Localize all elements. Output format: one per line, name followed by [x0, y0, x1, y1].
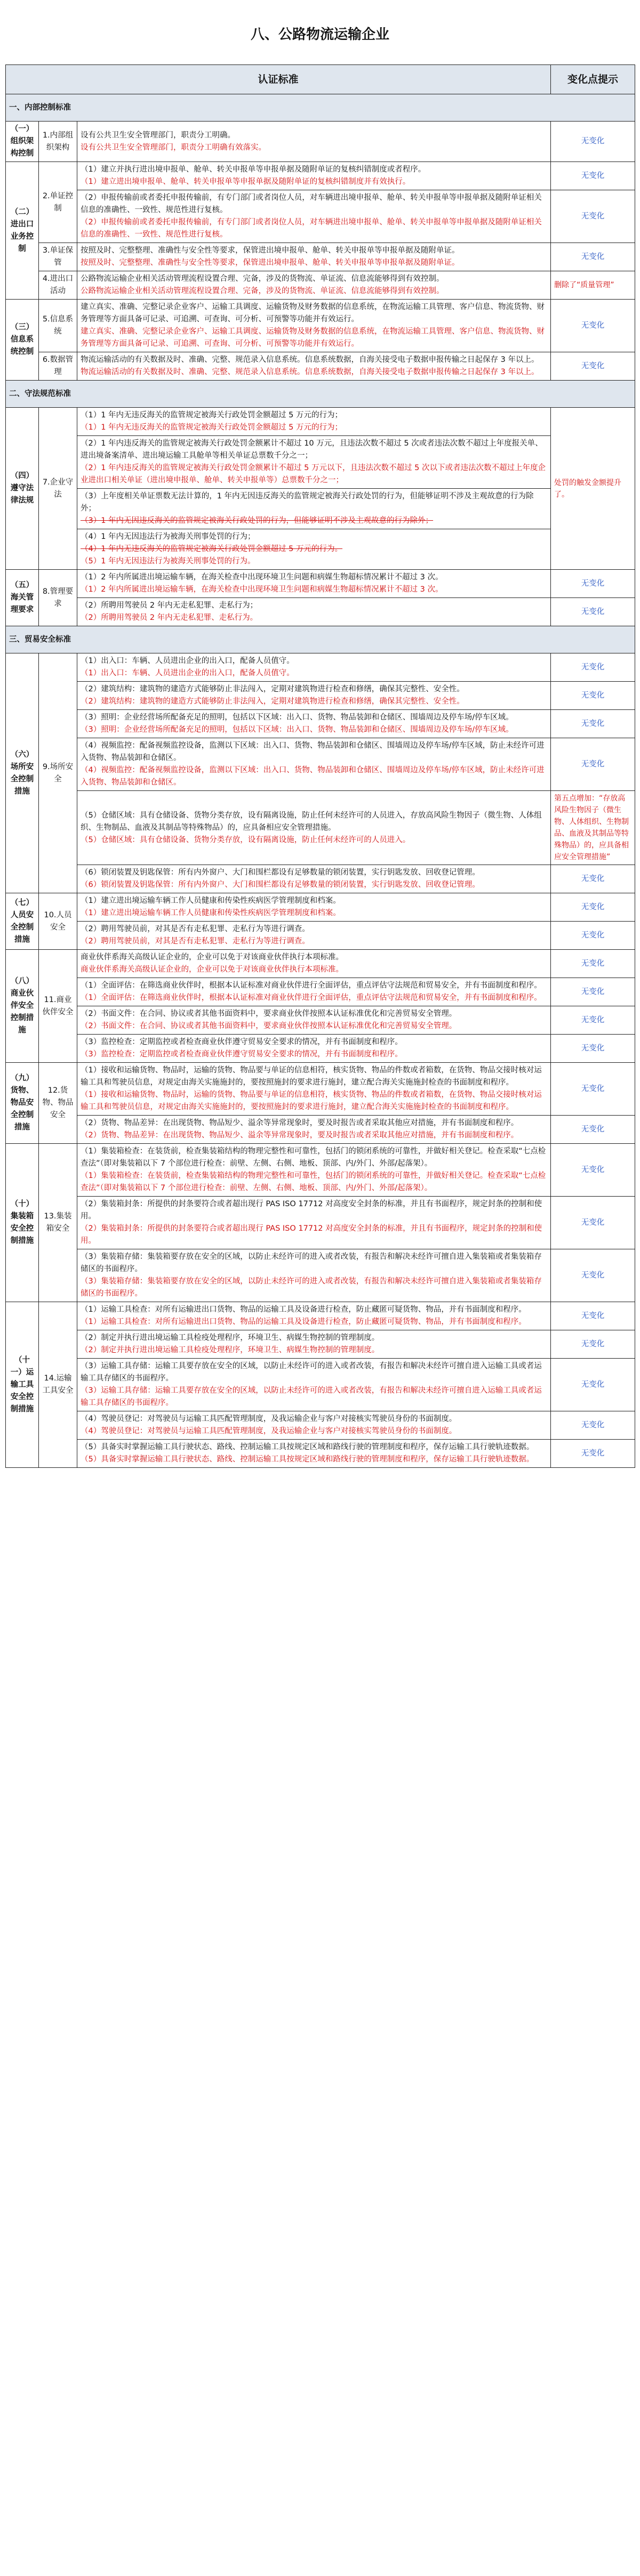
change-note: 无变化: [551, 122, 635, 162]
original-text: （1）集装箱检查：在装货前，检查集装箱结构的物理完整性和可靠性，包括门的锁闭系统的可靠性，并做好相关登记。检查采取“七点检查法”（即对集装箱以下 7 个部位进行检查：前壁、左侧、右侧、地板、顶部、内/外门、外部/起落架）。: [81, 1147, 546, 1168]
original-text: 建立真实、准确、完整记录企业客户、运输工具调度、运输货物及财务数据的信息系统，在物流运输工具管理、客户信息、物流货物、财务管理等方面具备可记录、可追溯、可查询、可分析、可预警等功能并有效运行。: [81, 303, 545, 324]
standard-cell: [77, 978, 551, 1006]
original-text: （5）具备实时掌握运输工具行驶状态、路线、控制运输工具按规定区域和路线行驶的管理制度和程序，保存运输工具行驶轨迹数据。: [81, 1443, 534, 1451]
change-note: 无变化: [551, 1197, 635, 1249]
change-note: 无变化: [551, 1006, 635, 1035]
standard-cell: [77, 271, 551, 300]
change-note: 无变化: [551, 738, 635, 791]
category-cell: （八）商业伙伴安全控制措施: [6, 950, 39, 1063]
table-row: [6, 1144, 635, 1197]
table-row: [6, 1359, 635, 1411]
revised-text: （1）建立进出境运输车辆工作人员健康和传染性疾病医学管理制度和档案。: [81, 909, 341, 917]
table-row: [6, 162, 635, 190]
change-note: 无变化: [551, 162, 635, 190]
original-text: （3）运输工具存储：运输工具要存放在安全的区域，以防止未经许可的进入或者改装，有报告和解决未经许可擅自进入运输工具或者运输工具存储区的书面程序。: [81, 1362, 542, 1383]
item-cell: 14.运输工具安全: [39, 1302, 77, 1468]
original-text: （5）仓储区域：具有仓储设备、货物分类存放，设有隔离设施，防止任何未经许可的人员进入，存放高风险生物因子（微生物、人体组织、生物制品、血液及其制品等特殊物品）的，应具备相应安全管理措施。: [81, 811, 542, 832]
table-row: [6, 682, 635, 710]
change-note: 无变化: [551, 1359, 635, 1411]
standard-cell: [77, 300, 551, 352]
revised-text: （2）货物、物品差异：在出现货物、物品短少、溢余等异常现象时，要及时报告或者采取其他应对措施，并有书面制度和程序。: [81, 1131, 519, 1140]
original-text: （1）建立进出境运输车辆工作人员健康和传染性疾病医学管理制度和档案。: [81, 897, 341, 905]
change-note: 无变化: [551, 570, 635, 598]
change-note: 无变化: [551, 1411, 635, 1440]
original-text: （2）申报传输前或者委托申报传输前，有专门部门或者岗位人员，对车辆进出境申报单、舱单、转关申报单等申报单据及随附单证相关信息的准确性、一致性、规范性进行复核。: [81, 193, 542, 214]
revised-text: 按照及时、完整整理、准确性与安全性等要求，保管进出境申报单、舱单、转关申报单等申报单据及随附单证。: [81, 259, 460, 267]
change-note: 无变化: [551, 190, 635, 243]
revised-text: （1）接收和运输货物、物品时，运输的货物、物品要与单证的信息相符，核实货物、物品的件数或者箱数，在货物、物品交接时核对运输工具和驾驶员信息，对规定由海关实施施封的，要按照施封的要求进行施封，建立配合海关实施施封检查的书面制度和程序。: [81, 1091, 542, 1111]
change-note: 无变化: [551, 950, 635, 978]
standard-cell: [77, 682, 551, 710]
original-text: （4）1 年内无因违法行为被海关刑事处罚的行为；: [81, 532, 255, 541]
table-row: [6, 190, 635, 243]
table-row: [6, 653, 635, 682]
original-text: （2）书面文件：在合同、协议或者其他书面资料中，要求商业伙伴按照本认证标准优化和完善贸易安全管理。: [81, 1010, 457, 1018]
table-row: [6, 1411, 635, 1440]
standard-cell: [77, 122, 551, 162]
change-note: 无变化: [551, 1144, 635, 1197]
category-cell: （二）进出口业务控制: [6, 162, 39, 300]
table-row: [6, 122, 635, 162]
original-text: （1）出入口：车辆、人员进出企业的出入口，配备人员值守。: [81, 657, 294, 665]
revised-text: （3）照明：企业经营场所配备充足的照明，包括以下区域：出入口、货物、物品装卸和仓储区、围墙周边及停车场/停车区域。: [81, 725, 514, 734]
table-row: [6, 408, 635, 436]
standard-cell: [77, 408, 551, 436]
item-cell: 10.人员安全: [39, 893, 77, 950]
standard-cell: [77, 1006, 551, 1035]
change-note: 无变化: [551, 653, 635, 682]
table-row: [6, 1330, 635, 1359]
change-note: 无变化: [551, 1302, 635, 1330]
original-text: （2）集装箱封条：所提供的封条要符合或者超出现行 PAS ISO 17712 对高度安全封条的标准，并且有书面程序，规定封条的控制和使用。: [81, 1200, 542, 1221]
table-row: [6, 352, 635, 381]
table-row: [6, 893, 635, 922]
item-cell: 1.内部组织架构: [39, 122, 77, 162]
item-cell: 5.信息系统: [39, 300, 77, 352]
standard-cell: [77, 922, 551, 950]
revised-text: （1）建立进出境申报单、舱单、转关申报单等申报单据及随附单证的复核纠错制度并有效执行。: [81, 177, 411, 186]
original-text: （1）建立并执行进出境申报单、舱单、转关申报单等申报单据及随附单证的复核纠错制度或者程序。: [81, 165, 426, 174]
category-cell: （六）场所安全控制措施: [6, 653, 39, 893]
item-cell: 3.单证保管: [39, 243, 77, 271]
table-row: [6, 489, 635, 529]
change-note: 无变化: [551, 1063, 635, 1116]
original-text: （3）照明：企业经营场所配备充足的照明，包括以下区域：出入口、货物、物品装卸和仓储区、围墙周边及停车场/停车区域。: [81, 713, 514, 722]
table-row: [6, 1197, 635, 1249]
table-row: [6, 978, 635, 1006]
original-text: 公路物流运输企业相关活动管理流程设置合理、完备，涉及的货物流、单证流、信息流能够得到有效控制。: [81, 274, 444, 283]
revised-text: （4）驾驶员登记：对驾驶员与运输工具匹配管理制度，及我运输企业与客户对接核实驾驶员身份的书面制度。: [81, 1427, 457, 1435]
revised-text: 建立真实、准确、完整记录企业客户、运输工具调度、运输货物及财务数据的信息系统，在物流运输工具管理、客户信息、物流货物、财务管理等方面具备可记录、可追溯、可查询、可分析、可预警等功能并有效运行。: [81, 327, 545, 348]
standard-cell: [77, 791, 551, 865]
table-row: [6, 865, 635, 893]
category-cell: （四）遵守法律法规: [6, 408, 39, 570]
revised-text: （4）视频监控：配备视频监控设备，监测以下区域：出入口、货物、物品装卸和仓储区、围墙周边及停车场/停车区域，防止未经许可进入货物、物品装卸和仓储区。: [81, 766, 545, 787]
section-title: 二、守法规范标准: [6, 381, 635, 408]
revised-text: （2）制定并执行进出境运输工具检疫处理程序，环境卫生、病媒生物控制的管理制度。: [81, 1346, 380, 1354]
revised-text: （4）1 年内无违反海关的监管规定被海关行政处罚金额超过 5 万元的行为。: [81, 545, 343, 553]
table-row: [6, 1440, 635, 1468]
revised-text: （2）申报传输前或者委托申报传输前，有专门部门或者岗位人员，对车辆进出境申报单、舱单、转关申报单等申报单据及随附单证相关信息的准确性、一致性、规范性进行复核。: [81, 218, 542, 239]
standard-cell: [77, 710, 551, 738]
standard-cell: [77, 653, 551, 682]
standard-cell: [77, 865, 551, 893]
table-row: [6, 710, 635, 738]
table-row: [6, 1035, 635, 1063]
table-row: [6, 1116, 635, 1144]
original-text: （1）接收和运输货物、物品时，运输的货物、物品要与单证的信息相符，核实货物、物品的件数或者箱数，在货物、物品交接时核对运输工具和驾驶员信息，对规定由海关实施施封的，要按照施封的要求进行施封，建立配合海关实施施封检查的书面制度和程序。: [81, 1066, 542, 1087]
table-row: [6, 791, 635, 865]
change-note: 无变化: [551, 893, 635, 922]
change-note: 无变化: [551, 1330, 635, 1359]
change-note: 无变化: [551, 978, 635, 1006]
change-note: 无变化: [551, 243, 635, 271]
change-note: 无变化: [551, 682, 635, 710]
revised-text: （1）2 年内所属进出境运输车辆，在海关检查中出现环境卫生问题和病媒生物超标情况累计不超过 3 次。: [81, 585, 443, 594]
revised-text: （3）监控检查：定期监控或者检查商业伙伴遵守贸易安全要求的情况，并有书面制度和程序。: [81, 1050, 403, 1059]
change-note: 无变化: [551, 1249, 635, 1302]
revised-text: （3）集装箱存储：集装箱要存放在安全的区域，以防止未经许可的进入或者改装，有报告和解决未经许可擅自进入集装箱或者集装箱存储区的书面程序。: [81, 1277, 542, 1298]
standard-cell: [77, 489, 551, 529]
revised-text: （1）集装箱检查：在装货前，检查集装箱结构的物理完整性和可靠性，包括门的锁闭系统的可靠性，并做好相关登记。检查采取“七点检查法”（即对集装箱以下 7 个部位进行检查：前壁、左侧、右侧、地板、顶部、内/外门、外部/起落架）。: [81, 1172, 546, 1192]
change-note: 无变化: [551, 598, 635, 626]
category-cell: （三）信息系统控制: [6, 300, 39, 381]
original-text: （3）监控检查：定期监控或者检查商业伙伴遵守贸易安全要求的情况，并有书面制度和程序。: [81, 1038, 403, 1046]
revised-text: （2）所聘用驾驶员 2 年内无走私犯罪、走私行为。: [81, 613, 258, 622]
revised-text: （1）运输工具检查：对所有运输进出口货物、物品的运输工具及设备进行检查，防止藏匿可疑货物、物品，并有书面制度和程序。: [81, 1318, 526, 1326]
original-text: （1）运输工具检查：对所有运输进出口货物、物品的运输工具及设备进行检查，防止藏匿可疑货物、物品，并有书面制度和程序。: [81, 1305, 526, 1314]
revised-text: （1）1 年内无违反海关的监管规定被海关行政处罚金额超过 5 万元的行为；: [81, 423, 343, 432]
table-body: [6, 94, 635, 1468]
item-cell: 13.集装箱安全: [39, 1144, 77, 1302]
standard-cell: [77, 1330, 551, 1359]
revised-text: （6）锁闭装置及钥匙保管：所有内外窗户、大门和围栏都设有足够数量的锁闭装置，实行钥匙发放、回收登记管理。: [81, 881, 480, 889]
standard-cell: [77, 436, 551, 489]
original-text: （1）2 年内所属进出境运输车辆，在海关检查中出现环境卫生问题和病媒生物超标情况累计不超过 3 次。: [81, 573, 443, 582]
standard-cell: [77, 1197, 551, 1249]
table-row: [6, 271, 635, 300]
original-text: （4）驾驶员登记：对驾驶员与运输工具匹配管理制度，及我运输企业与客户对接核实驾驶员身份的书面制度。: [81, 1415, 457, 1423]
change-note: 无变化: [551, 1440, 635, 1468]
original-text: 设有公共卫生安全管理部门，职责分工明确。: [81, 131, 235, 140]
item-cell: 7.企业守法: [39, 408, 77, 570]
revised-text: （3）运输工具存储：运输工具要存放在安全的区域，以防止未经许可的进入或者改装，有报告和解决未经许可擅自进入运输工具或者运输工具存储区的书面程序。: [81, 1386, 542, 1407]
table-row: [6, 922, 635, 950]
item-cell: 9.场所安全: [39, 653, 77, 893]
original-text: （6）锁闭装置及钥匙保管：所有内外窗户、大门和围栏都设有足够数量的锁闭装置，实行钥匙发放、回收登记管理。: [81, 868, 480, 877]
original-text: （2）1 年内违反海关的监管规定被海关行政处罚金额累计不超过 10 万元，且违法次数不超过 5 次或者违法次数不超过上年度报关单、进出境备案清单、进出境运输工具舱单等相关单证总票数千分之一；: [81, 439, 543, 460]
standard-cell: [77, 190, 551, 243]
standard-cell: [77, 1144, 551, 1197]
change-note: 无变化: [551, 865, 635, 893]
standard-cell: [77, 1063, 551, 1116]
section-row: [6, 94, 635, 122]
category-cell: （十）集装箱安全控制措施: [6, 1144, 39, 1302]
standard-cell: [77, 570, 551, 598]
certification-table: [5, 64, 635, 1468]
revised-text: （1）全面评估：在筛选商业伙伴时，根据本认证标准对商业伙伴进行全面评估，重点评估守法规范和贸易安全，并有书面制度和程序。: [81, 994, 542, 1002]
change-note: 无变化: [551, 1035, 635, 1063]
section-title: 三、贸易安全标准: [6, 626, 635, 653]
revised-text: （5）仓储区域：具有仓储设备、货物分类存放，设有隔离设施，防止任何未经许可的人员进入。: [81, 835, 411, 844]
original-text: （2）制定并执行进出境运输工具检疫处理程序，环境卫生、病媒生物控制的管理制度。: [81, 1334, 380, 1342]
revised-text: （3）1 年内无因违反海关的监管规定被海关行政处罚的行为，但能够证明不涉及主观故意的行为除外；: [81, 516, 434, 525]
standard-cell: [77, 1116, 551, 1144]
standard-cell: [77, 162, 551, 190]
standard-cell: [77, 950, 551, 978]
table-row: [6, 1063, 635, 1116]
item-cell: 12.货物、物品安全: [39, 1063, 77, 1144]
standard-cell: [77, 1249, 551, 1302]
standard-cell: [77, 352, 551, 381]
revised-text: （2）1 年内违反海关的监管规定被海关行政处罚金额累计不超过 5 万元以下，且违法次数不超过 5 次以下或者违法次数不超过上年度企业进出口相关单证（进出境申报单、舱单、转关申报单等）总票数千分之一；: [81, 464, 546, 484]
standard-cell: [77, 1440, 551, 1468]
revised-text: （2）聘用驾驶员前，对其是否有走私犯罪、走私行为等进行调查。: [81, 937, 310, 946]
standard-cell: [77, 1302, 551, 1330]
table-row: [6, 243, 635, 271]
original-text: （2）建筑结构：建筑物的建造方式能够防止非法闯入，定期对建筑物进行检查和修缮，确保其完整性、安全性。: [81, 685, 465, 693]
revised-text: （5）1 年内无因违法行为被海关刑事处罚的行为。: [81, 557, 255, 566]
original-text: （1）1 年内无违反海关的监管规定被海关行政处罚金额超过 5 万元的行为；: [81, 411, 343, 419]
original-text: （1）全面评估：在筛选商业伙伴时，根据本认证标准对商业伙伴进行全面评估，重点评估守法规范和贸易安全，并有书面制度和程序。: [81, 981, 542, 990]
table-row: [6, 950, 635, 978]
standard-cell: [77, 738, 551, 791]
change-note: 无变化: [551, 352, 635, 381]
original-text: （3）上年度相关单证票数无法计算的，1 年内无因违反海关的监管规定被海关行政处罚的行为，但能够证明不涉及主观故意的行为除外；: [81, 492, 534, 513]
table-row: [6, 598, 635, 626]
table-row: [6, 1302, 635, 1330]
item-cell: 6.数据管理: [39, 352, 77, 381]
section-row: [6, 626, 635, 653]
standard-cell: [77, 1035, 551, 1063]
revised-text: 物流运输活动的有关数据及时、准确、完整、规范录入信息系统。信息系统数据，自海关接受电子数据申报传输之日起保存 3 年以上。: [81, 368, 539, 376]
original-text: 物流运输活动的有关数据及时、准确、完整、规范录入信息系统。信息系统数据，自海关接受电子数据申报传输之日起保存 3 年以上。: [81, 356, 539, 364]
change-note: 无变化: [551, 710, 635, 738]
change-note: 第五点增加：“存放高风险生物因子（微生物、人体组织、生物制品、血液及其制品等特殊物品）的，应具备相应安全管理措施”: [551, 791, 635, 865]
category-cell: （一）组织架构控制: [6, 122, 39, 162]
table-row: [6, 1249, 635, 1302]
header-standard: 认证标准: [6, 65, 551, 94]
header-change: 变化点提示: [551, 65, 635, 94]
standard-cell: [77, 893, 551, 922]
table-row: [6, 529, 635, 570]
category-cell: （七）人员安全控制措施: [6, 893, 39, 950]
change-note: 删除了“质量管理”: [551, 271, 635, 300]
category-cell: （九）货物、物品安全控制措施: [6, 1063, 39, 1144]
revised-text: （5）具备实时掌握运输工具行驶状态、路线、控制运输工具按规定区域和路线行驶的管理制度和程序，保存运输工具行驶轨迹数据。: [81, 1455, 534, 1464]
item-cell: 4.进出口活动: [39, 271, 77, 300]
change-note: 无变化: [551, 922, 635, 950]
table-row: [6, 300, 635, 352]
revised-text: （2）集装箱封条：所提供的封条要符合或者超出现行 PAS ISO 17712 对高度安全封条的标准，并且有书面程序，规定封条的控制和使用。: [81, 1224, 542, 1245]
standard-cell: [77, 1359, 551, 1411]
original-text: （2）货物、物品差异：在出现货物、物品短少、溢余等异常现象时，要及时报告或者采取其他应对措施，并有书面制度和程序。: [81, 1119, 519, 1127]
change-note: 无变化: [551, 300, 635, 352]
page-title: 八、公路物流运输企业: [250, 27, 389, 43]
table-header-row: [6, 65, 635, 94]
revised-text: （2）建筑结构：建筑物的建造方式能够防止非法闯入，定期对建筑物进行检查和修缮，确保其完整性、安全性。: [81, 697, 465, 706]
change-note: 处罚的触发金额提升了。: [551, 408, 635, 570]
table-row: [6, 738, 635, 791]
original-text: （3）集装箱存储：集装箱要存放在安全的区域，以防止未经许可的进入或者改装，有报告和解决未经许可擅自进入集装箱或者集装箱存储区的书面程序。: [81, 1253, 542, 1273]
revised-text: 公路物流运输企业相关活动管理流程设置合理、完备，涉及的货物流、单证流、信息流能够得到有效控制。: [81, 287, 444, 295]
standard-cell: [77, 1411, 551, 1440]
revised-text: 设有公共卫生安全管理部门，职责分工明确有效落实。: [81, 143, 266, 152]
original-text: 商业伙伴系海关高级认证企业的，企业可以免于对该商业伙伴执行本项标准。: [81, 953, 343, 962]
table-row: [6, 1006, 635, 1035]
original-text: （4）视频监控：配备视频监控设备，监测以下区域：出入口、货物、物品装卸和仓储区、围墙周边及停车场/停车区域，防止未经许可进入货物、物品装卸和仓储区。: [81, 741, 545, 762]
change-note: 无变化: [551, 1116, 635, 1144]
table-row: [6, 570, 635, 598]
standard-cell: [77, 243, 551, 271]
section-row: [6, 381, 635, 408]
original-text: （2）聘用驾驶员前，对其是否有走私犯罪、走私行为等进行调查。: [81, 925, 310, 933]
table-row: [6, 436, 635, 489]
revised-text: 商业伙伴系海关高级认证企业的，企业可以免于对该商业伙伴执行本项标准。: [81, 965, 343, 974]
item-cell: 11.商业伙伴安全: [39, 950, 77, 1063]
revised-text: （1）出入口：车辆、人员进出企业的出入口，配备人员值守。: [81, 669, 294, 677]
original-text: 按照及时、完整整理、准确性与安全性等要求，保管进出境申报单、舱单、转关申报单等申报单据及随附单证。: [81, 246, 460, 255]
category-cell: （十一）运输工具安全控制措施: [6, 1302, 39, 1468]
revised-text: （2）书面文件：在合同、协议或者其他书面资料中，要求商业伙伴按照本认证标准优化和完善贸易安全管理。: [81, 1022, 457, 1030]
section-title: 一、内部控制标准: [6, 94, 635, 122]
original-text: （2）所聘用驾驶员 2 年内无走私犯罪、走私行为；: [81, 601, 258, 610]
category-cell: （五）海关管理要求: [6, 570, 39, 626]
standard-cell: [77, 598, 551, 626]
item-cell: 8.管理要求: [39, 570, 77, 626]
standard-cell: [77, 529, 551, 570]
item-cell: 2.单证控制: [39, 162, 77, 243]
